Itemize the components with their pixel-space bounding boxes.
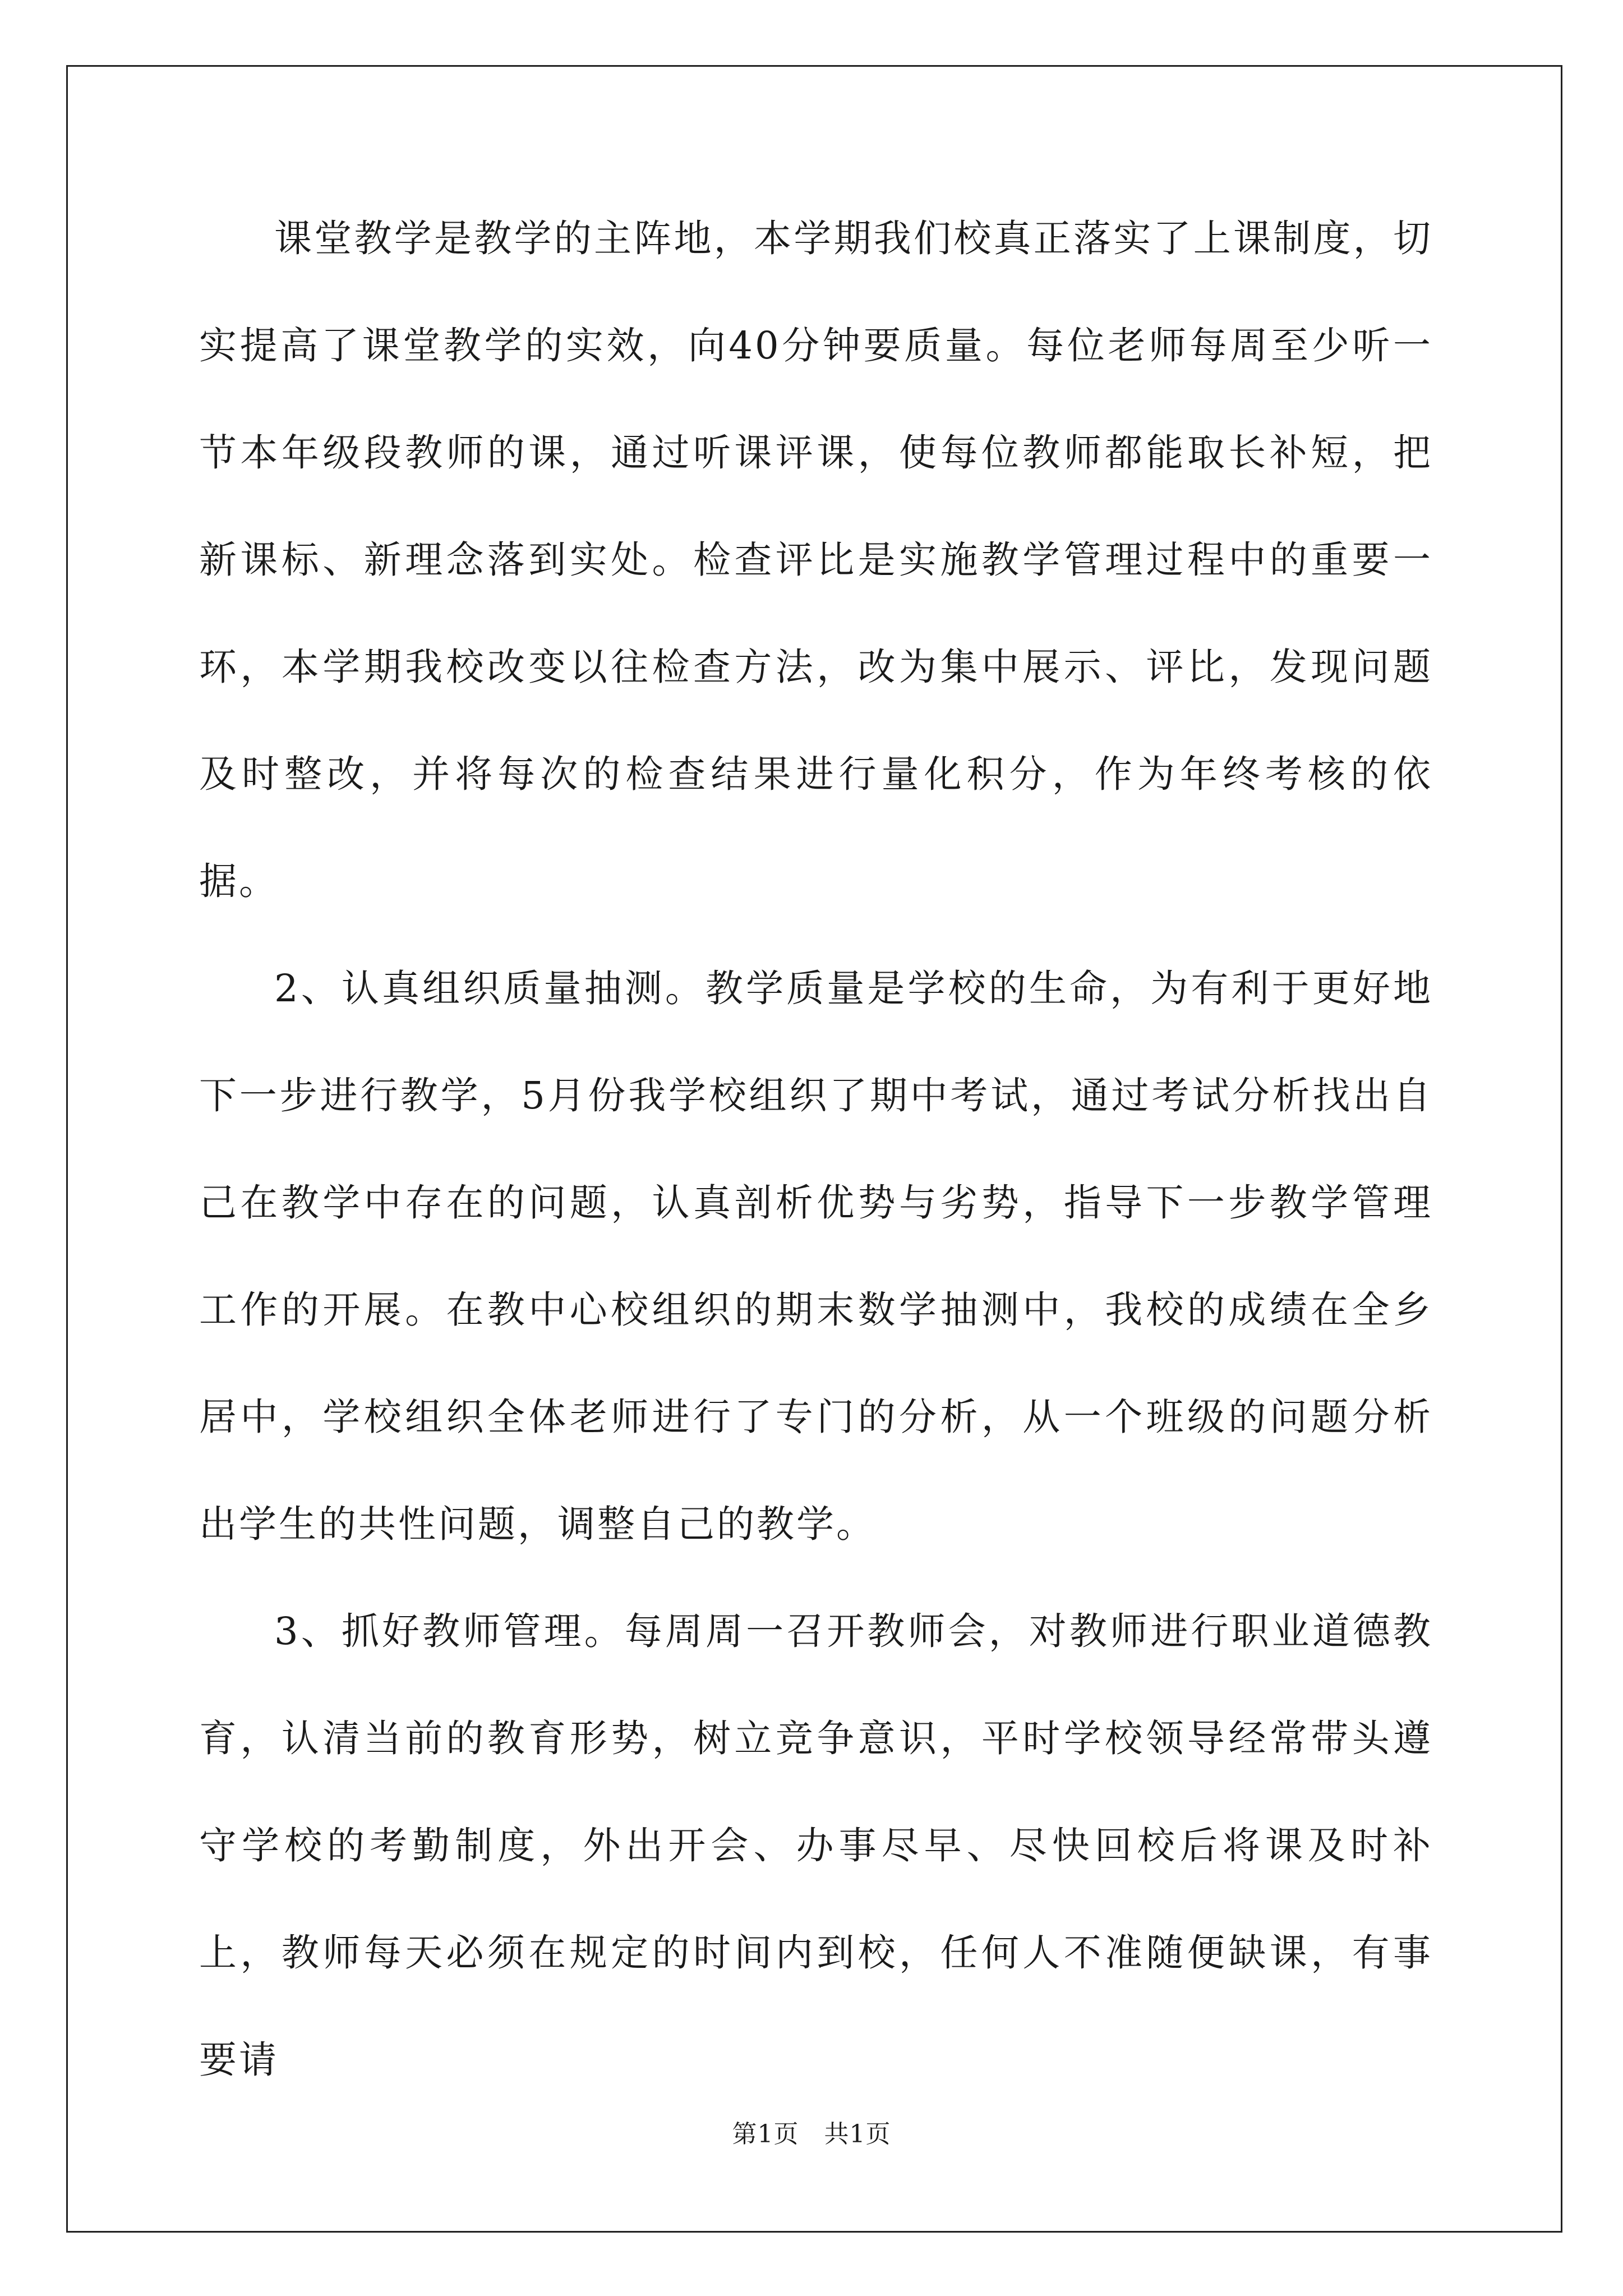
document-body xyxy=(199,185,1433,2114)
paragraph-quality-testing: 2、认真组织质量抽测。教学质量是学校的生命，为有利于更好地下一步进行教学，5月份我学校组织了期中考试，通过考试分析找出自己在教学中存在的问题，认真剖析优势与劣势，指导下一步教学管理工作的开展。在教中心校组织的期末数学抽测中，我校的成绩在全乡居中，学校组织全体老师进行了专门的分析，从一个班级的问题分析出学生的共性问题，调整自己的教学。 xyxy=(199,967,1433,1546)
page-total: 共1页 xyxy=(824,2120,891,2148)
paragraph-teacher-management: 3、抓好教师管理。每周周一召开教师会，对教师进行职业道德教育，认清当前的教育形势，树立竞争意识，平时学校领导经常带头遵守学校的考勤制度，外出开会、办事尽早、尽快回校后将课及时补上，教师每天必须在规定的时间内到校，任何人不准随便缺课，有事要请 xyxy=(199,1609,1433,2082)
paragraph-classroom-teaching: 课堂教学是教学的主阵地，本学期我们校真正落实了上课制度，切实提高了课堂教学的实效，向40分钟要质量。每位老师每周至少听一节本年级段教师的课，通过听课评课，使每位教师都能取长补短，把新课标、新理念落到实处。检查评比是实施教学管理过程中的重要一环，本学期我校改变以往检查方法，改为集中展示、评比，发现问题及时整改，并将每次的检查结果进行量化积分，作为年终考核的依据。 xyxy=(199,217,1433,903)
page-number: 第1页 xyxy=(732,2120,799,2148)
page-footer xyxy=(0,2118,1623,2151)
